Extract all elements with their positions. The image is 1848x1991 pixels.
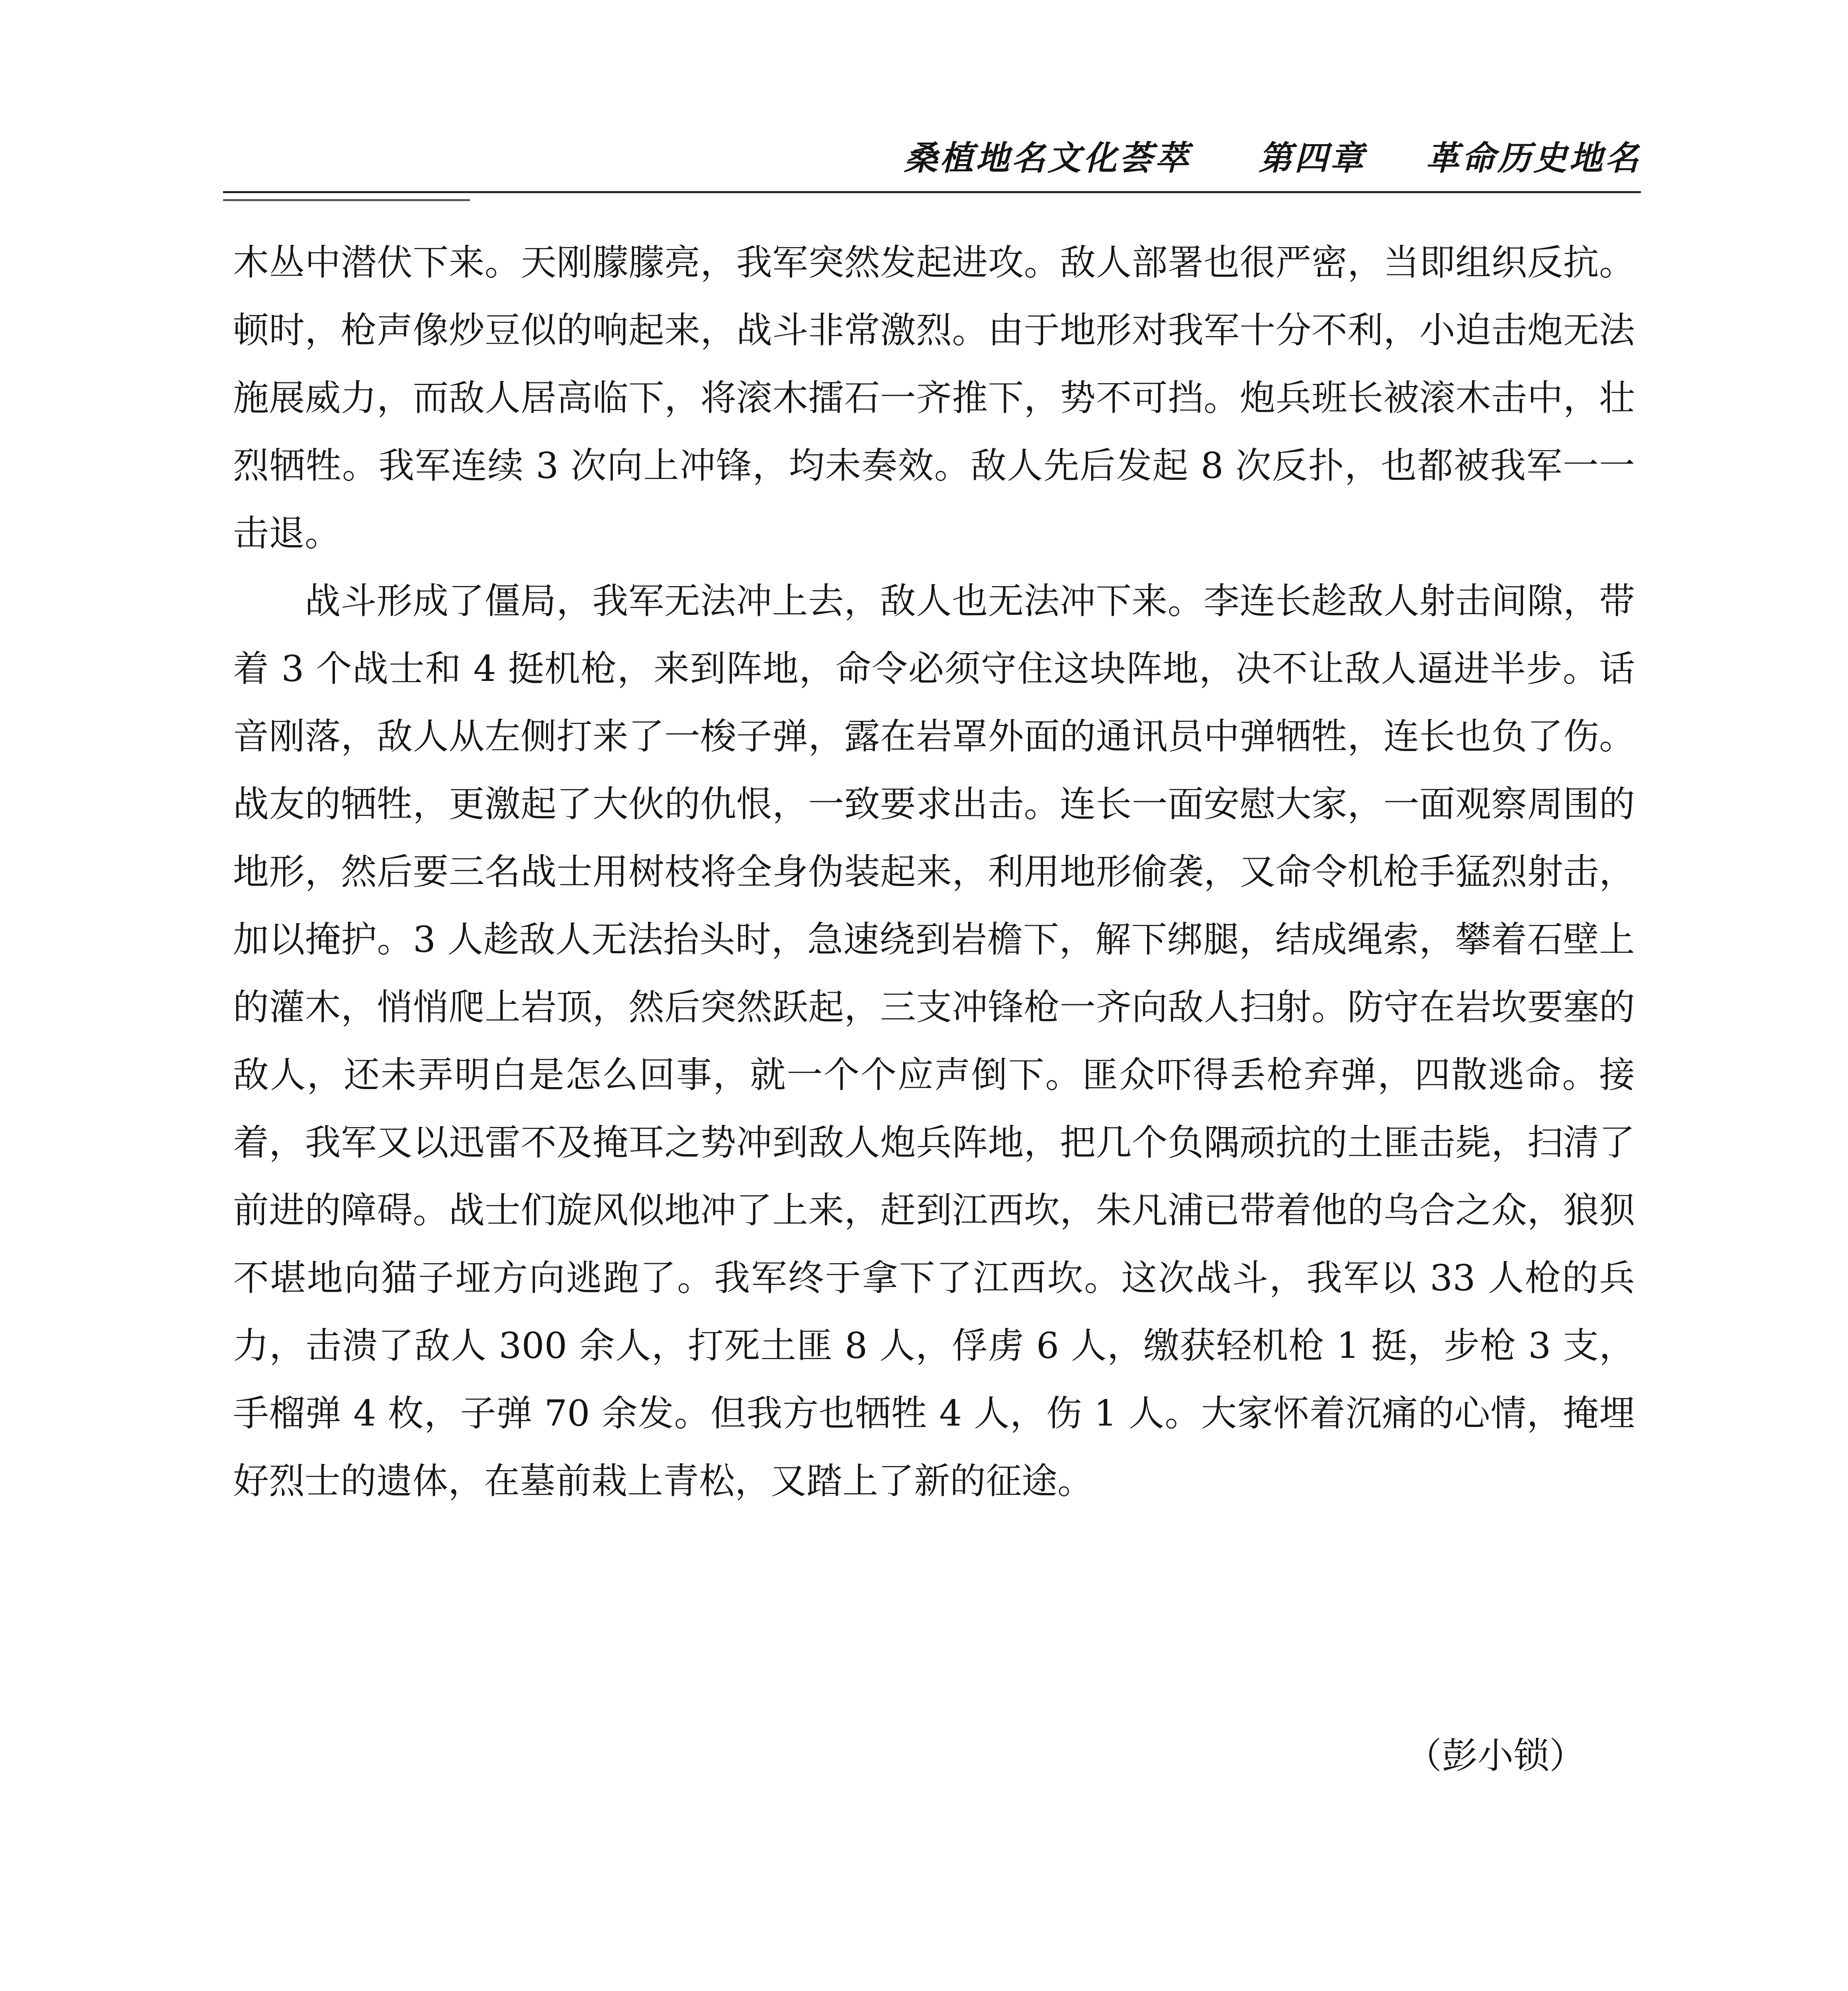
header-rule <box>223 191 1641 193</box>
chapter-label: 第四章 <box>1258 138 1366 178</box>
section-title: 革命历史地名 <box>1425 138 1641 178</box>
header-rule-accent <box>223 199 470 201</box>
book-title: 桑植地名文化荟萃 <box>904 138 1191 178</box>
paragraph-2: 战斗形成了僵局，我军无法冲上去，敌人也无法冲下来。李连长趁敌人射击间隙，带着 3 个战士和 4 挺机枪，来到阵地，命令必须守住这块阵地，决不让敌人逼进半步。话音刚落，敌人从左侧打来了一梭子弹，露在岩罩外面的通讯员中弹牺牲，连长也负了伤。战友的牺牲，更激起了大伙的仇恨，一致要求出击。连长一面安慰大家，一面观察周围的地形，然后要三名战士用树枝将全身伪装起来，利用地形偷袭，又命令机枪手猛烈射击，加以掩护。3 人趁敌人无法抬头时，急速绕到岩檐下，解下绑腿，结成绳索，攀着石壁上的灌木，悄悄爬上岩顶，然后突然跃起，三支冲锋枪一齐向敌人扫射。防守在岩坎要塞的敌人，还未弄明白是怎么回事，就一个个应声倒下。匪众吓得丢枪弃弹，四散逃命。接着，我军又以迅雷不及掩耳之势冲到敌人炮兵阵地，把几个负隅顽抗的土匪击毙，扫清了前进的障碍。战士们旋风似地冲了上来，赶到江西坎，朱凡浦已带着他的乌合之众，狼狈不堪地向猫子垭方向逃跑了。我军终于拿下了江西坎。这次战斗，我军以 33 人枪的兵力，击溃了敌人 300 余人，打死土匪 8 人，俘虏 6 人，缴获轻机枪 1 挺，步枪 3 支，手榴弹 4 枚，子弹 70 余发。但我方也牺牲 4 人，伤 1 人。大家怀着沉痛的心情，掩埋好烈士的遗体，在墓前栽上青松，又踏上了新的征途。 <box>233 580 1635 1502</box>
running-header <box>904 131 1641 180</box>
body-text <box>233 229 1635 1515</box>
paragraph-1: 木丛中潜伏下来。天刚朦朦亮，我军突然发起进攻。敌人部署也很严密，当即组织反抗。顿时，枪声像炒豆似的响起来，战斗非常激烈。由于地形对我军十分不利，小迫击炮无法施展威力，而敌人居高临下，将滚木擂石一齐推下，势不可挡。炮兵班长被滚木击中，壮烈牺牲。我军连续 3 次向上冲锋，均未奏效。敌人先后发起 8 次反扑，也都被我军一一击退。 <box>233 242 1635 554</box>
author-attribution: （彭小锁） <box>1406 1735 1585 1777</box>
